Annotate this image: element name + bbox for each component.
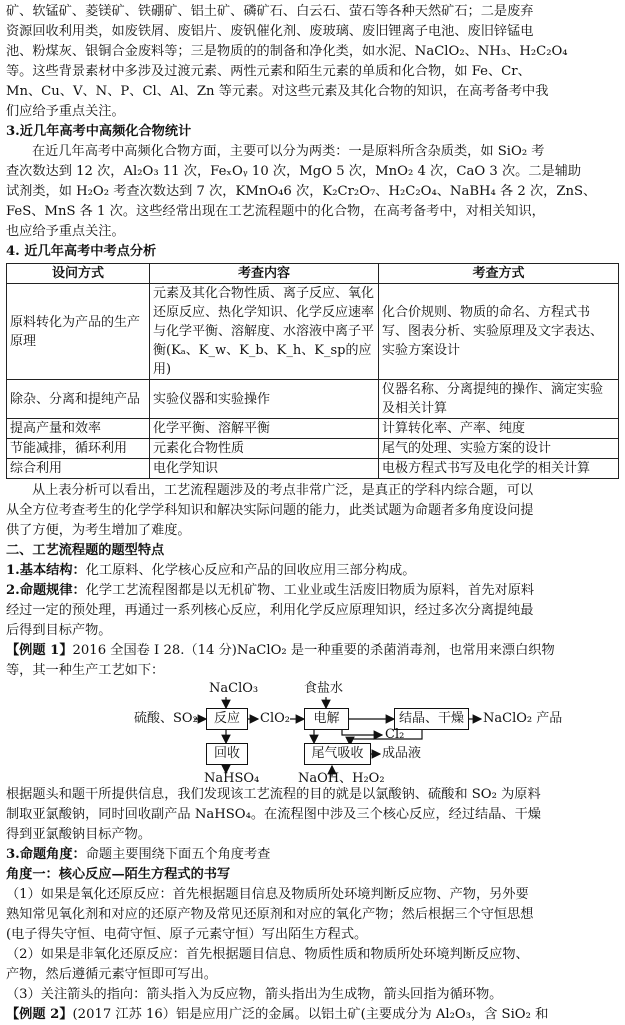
table-cell: 除杂、分离和提纯产品 [7, 380, 150, 419]
text-line: 产物，然后遵循元素守恒即可写出。 [6, 967, 217, 982]
flow-box-electrolysis: 电解 [304, 708, 349, 730]
table-header-cell: 设问方式 [7, 264, 150, 284]
table-analysis-paragraph [6, 481, 619, 541]
paragraph-label: 3.命题角度： [6, 847, 86, 862]
section-4-heading: 4. 近几年高考中考点分析 [6, 244, 157, 259]
text-line: 资源回收利用类，如废铁屑、废铝片、废钒催化剂、废玻璃、废旧锂离子电池、废旧锌锰电 [6, 24, 534, 39]
flow-box-tailgas-absorb: 尾气吸收 [304, 743, 371, 765]
table-row [7, 284, 619, 380]
example-text: (2017 江苏 16）铝是应用广泛的金属。以铝土矿(主要成分为 Al₂O₃，含 SiO₂ 和 [72, 1007, 549, 1022]
paragraph-text: 命题主要围绕下面五个角度考查 [85, 847, 271, 862]
text-line: Mn、Cu、V、N、P、Cl、Al、Zn 等元素。对这些元素及其化合物的知识，在高考备考中我 [6, 84, 549, 99]
angle-1-heading: 角度一：核心反应—陌生方程式的书写 [6, 867, 231, 882]
paragraph-label: 1.基本结构： [6, 563, 86, 578]
table-cell: 综合利用 [7, 459, 150, 479]
text-line: 得到亚氯酸钠目标产物。 [6, 827, 152, 842]
table-cell: 尾气的处理、实验方案的设计 [379, 439, 619, 459]
text-line: 熟知常见氧化剂和对应的还原产物及常见还原剂和对应的氧化产物；然后根据三个守恒思想 [6, 907, 534, 922]
flow-naoh-h2o2-label: NaOH、H₂O₂ [298, 771, 385, 786]
process-flow-diagram [6, 681, 619, 785]
table-row [7, 439, 619, 459]
basic-structure-paragraph [6, 561, 619, 581]
example-label: 【例题 1】 [6, 643, 73, 658]
flow-cl2-label: Cl₂ [385, 727, 405, 742]
table-cell: 节能减排，循环利用 [7, 439, 150, 459]
table-row [7, 419, 619, 439]
flow-input-label: 硫酸、SO₂ [134, 711, 198, 726]
table-cell: 电极方程式书写及电化学的相关计算 [379, 459, 619, 479]
text-line: 等。这些背景素材中多涉及过渡元素、两性元素和陌生元素的单质和化合物，如 Fe、Cr、 [6, 64, 531, 79]
table-cell: 元素化合物性质 [150, 439, 379, 459]
section-3-heading: 3.近几年高考中高频化合物统计 [6, 124, 192, 139]
flow-box-reaction: 反应 [206, 708, 248, 730]
paragraph-text: 化学工艺流程图都是以无机矿物、工业业或生活废旧物质为原料，首先对原料 [85, 583, 535, 598]
flow-box-recovery: 回收 [206, 743, 248, 765]
text-line: 从全方位考查考生的化学学科知识和解决实际问题的能力，此类试题为命题者多角度设问提 [6, 503, 534, 518]
flow-clo2-label: ClO₂ [260, 711, 290, 726]
rule-paragraph [6, 581, 619, 641]
part-2-heading: 二、工艺流程题的题型特点 [6, 543, 165, 558]
text-line: 在近几年高考中高频化合物方面，主要可以分为两类：一是原料所含杂质类，如 SiO₂ 考 [32, 144, 545, 159]
flow-naclo3-label: NaClO₃ [209, 681, 259, 696]
text-line: 矿、软锰矿、菱镁矿、铁硼矿、铝土矿、磷矿石、白云石、萤石等各种天然矿石；二是废弃 [6, 4, 534, 19]
text-line: 查次数达到 12 次，Al₂O₃ 11 次，FeₓOᵧ 10 次，MgO 5 次，MnO₂ 4 次，CaO 3 次。二是辅助 [6, 164, 582, 179]
flow-product-label: NaClO₂ 产品 [483, 711, 563, 726]
table-cell: 计算转化率、产率、纯度 [379, 419, 619, 439]
text-line: （1）如果是氧化还原反应：首先根据题目信息及物质所处环境判断反应物、产物，另外要 [6, 887, 529, 902]
text-line: 经过一定的预处理，再通过一系列核心反应，利用化学反应原理知识，经过多次分离提纯最 [6, 603, 534, 618]
table-cell: 仪器名称、分离提纯的操作、滴定实验及相关计算 [379, 380, 619, 419]
paragraph-text: 化工原料、化学核心反应和产品的回收应用三部分构成。 [85, 563, 416, 578]
example-label: 【例题 2】 [6, 1007, 73, 1022]
text-line: 们应给予重点关注。 [6, 104, 125, 119]
table-row [7, 380, 619, 419]
text-line: 根据题头和题干所提供信息，我们发现该工艺流程的目的就是以氯酸钠、硫酸和 SO₂ 为原料 [6, 787, 541, 802]
text-line: 池、粉煤灰、银铜合金废料等；三是物质的的制备和净化类，如水泥、NaClO₂、NH₃、H₂C₂O₄ [6, 44, 568, 59]
example-1 [6, 641, 619, 681]
text-line: 制取亚氯酸钠，同时回收副产品 NaHSO₄。在流程图中涉及三个核心反应，经过结晶、干燥 [6, 807, 541, 822]
example-2 [6, 1005, 619, 1025]
table-cell: 元素及其化合物性质、离子反应、氧化还原反应、热化学知识、化学反应速率与化学平衡、溶解度、水溶液中离子平衡(Kₐ、K_w、K_b、K_h、K_sp的应用) [150, 284, 379, 380]
text-line: 也应给予重点关注。 [6, 224, 125, 239]
table-cell: 实验仪器和实验操作 [150, 380, 379, 419]
table-cell: 原料转化为产品的生产原理 [7, 284, 150, 380]
text-line: 试剂类，如 H₂O₂ 考查次数达到 7 次，KMnO₄6 次，K₂Cr₂O₇、H₂C₂O₄、NaBH₄ 各 2 次，ZnS、 [6, 184, 597, 199]
table-cell: 电化学知识 [150, 459, 379, 479]
flow-box-crystallize-dry: 结晶、干燥 [394, 708, 469, 730]
table-header-cell: 考查内容 [150, 264, 379, 284]
flow-nahso4-label: NaHSO₄ [204, 771, 260, 786]
flow-finished-liquid-label: 成品液 [382, 746, 422, 761]
text-line: （2）如果是非氧化还原反应：首先根据题目信息、物质性质和物质所处环境判断反应物、 [6, 947, 529, 962]
flow-saltwater-label: 食盐水 [304, 681, 344, 696]
text-line: 从上表分析可以看出，工艺流程题涉及的考点非常广泛，是真正的学科内综合题，可以 [32, 483, 534, 498]
flow-analysis-paragraph [6, 785, 619, 845]
paragraph-label: 2.命题规律： [6, 583, 86, 598]
text-line: 后得到目标产物。 [6, 623, 112, 638]
intro-paragraph [6, 2, 619, 122]
angle-paragraph [6, 845, 619, 865]
text-line: (电子得失守恒、电荷守恒、原子元素守恒）写出陌生方程式。 [6, 927, 368, 942]
example-text: 2016 全国卷 I 28.（14 分)NaClO₂ 是一种重要的杀菌消毒剂，也常用来漂白织物 [72, 643, 555, 658]
table-header-cell: 考查方式 [379, 264, 619, 284]
table-row [7, 459, 619, 479]
angle-1-body [6, 885, 619, 1005]
table-header-row [7, 264, 619, 284]
table-cell: 化学平衡、溶解平衡 [150, 419, 379, 439]
text-line: FeS、MnS 各 1 次。这些经常出现在工艺流程题中的化合物，在高考备考中，对相关知识， [6, 204, 545, 219]
text-line: （3）关注箭头的指向：箭头指入为反应物，箭头指出为生成物，箭头回指为循环物。 [6, 987, 503, 1002]
exam-point-table [6, 263, 619, 479]
text-line: 供了方便，为考生增加了难度。 [6, 523, 191, 538]
text-line: 等，其一种生产工艺如下： [6, 663, 165, 678]
section-3-paragraph [6, 142, 619, 242]
table-cell: 提高产量和效率 [7, 419, 150, 439]
table-cell: 化合价规则、物质的命名、方程式书写、图表分析、实验原理及文字表达、实验方案设计 [379, 284, 619, 380]
